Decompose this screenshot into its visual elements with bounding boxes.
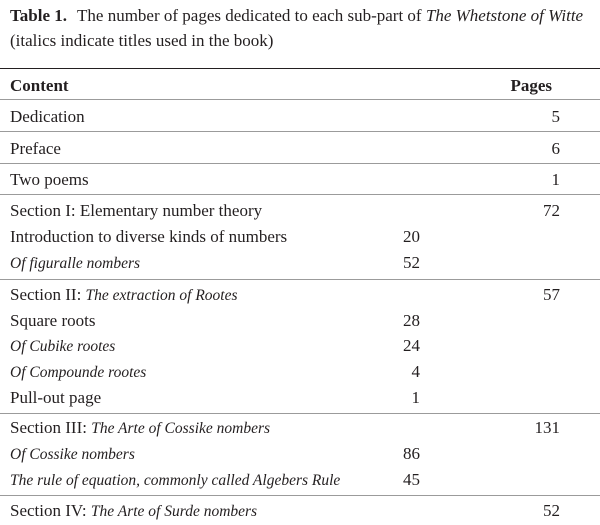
italic-title: Of figuralle nombers <box>10 255 141 272</box>
top-rule <box>0 68 600 69</box>
caption-text-after: (italics indicate titles used in the book) <box>10 31 274 50</box>
header-pages: Pages <box>510 76 552 95</box>
subsection-pages: 45 <box>403 470 420 489</box>
table-header-row <box>0 72 600 99</box>
row-divider <box>0 163 600 164</box>
subsection-pages: 20 <box>403 227 420 246</box>
subsection-pages: 52 <box>403 253 420 272</box>
row-label <box>10 466 340 494</box>
row-divider <box>0 194 600 195</box>
subsection-row <box>0 358 600 385</box>
table-number: Table 1. <box>10 6 68 25</box>
section-prefix: Section II: <box>10 285 86 304</box>
subsection-pages: 1 <box>411 388 420 407</box>
subsection-row <box>0 440 600 467</box>
row-label: Dedication <box>10 107 85 126</box>
section-prefix: Section I: <box>10 201 80 220</box>
row-divider <box>0 279 600 280</box>
section-title: The extraction of Rootes <box>85 287 238 304</box>
row-divider <box>0 495 600 496</box>
section-label <box>10 281 238 309</box>
row-pages: 131 <box>534 418 560 437</box>
subsection-pages: 86 <box>403 444 420 463</box>
header-content: Content <box>10 76 69 95</box>
row-label <box>10 440 135 468</box>
table-row <box>0 166 600 193</box>
section-title: The Arte of Cossike nombers <box>91 420 271 437</box>
section-label <box>10 197 262 224</box>
table-row <box>0 135 600 162</box>
subsection-row <box>0 332 600 359</box>
subsection-row <box>0 223 600 250</box>
section-title: Elementary number theory <box>79 201 263 220</box>
table-row <box>0 103 600 130</box>
row-pages: 5 <box>551 107 560 126</box>
italic-title: Of Cubike rootes <box>10 338 116 355</box>
subsection-row <box>0 249 600 276</box>
subsection-pages: 4 <box>411 362 420 381</box>
row-pages: 1 <box>551 170 560 189</box>
subsection-row <box>0 466 600 493</box>
row-label: Introduction to diverse kinds of numbers <box>10 227 288 246</box>
subsection-row <box>0 384 600 411</box>
row-label: Two poems <box>10 170 89 189</box>
italic-title: Of Cossike nombers <box>10 446 135 463</box>
row-label: Square roots <box>10 311 96 330</box>
section-title: The Arte of Surde nombers <box>90 503 258 520</box>
table-caption <box>10 3 590 53</box>
section-row <box>0 414 600 441</box>
section-prefix: Section III: <box>10 418 92 437</box>
row-pages: 52 <box>543 501 560 520</box>
row-label: Pull-out page <box>10 388 102 407</box>
italic-title: The rule of equation, commonly called Algebers Rule <box>10 472 341 489</box>
row-label <box>10 332 115 360</box>
row-label: Preface <box>10 139 61 158</box>
caption-text-before: The number of pages dedicated to each sub-part of <box>77 6 426 25</box>
section-label <box>10 497 257 525</box>
header-rule <box>0 99 600 100</box>
section-row <box>0 497 600 524</box>
section-row <box>0 281 600 308</box>
caption-book-title: The Whetstone of Witte <box>425 6 584 25</box>
subsection-pages: 24 <box>403 336 420 355</box>
row-label <box>10 249 140 277</box>
subsection-row <box>0 307 600 334</box>
section-label <box>10 414 270 442</box>
subsection-pages: 28 <box>403 311 420 330</box>
section-prefix: Section IV: <box>10 501 91 520</box>
row-pages: 72 <box>543 201 560 220</box>
row-pages: 57 <box>543 285 560 304</box>
italic-title: Of Compounde rootes <box>10 364 147 381</box>
section-row <box>0 197 600 224</box>
row-divider <box>0 131 600 132</box>
row-pages: 6 <box>551 139 560 158</box>
row-label <box>10 358 146 386</box>
